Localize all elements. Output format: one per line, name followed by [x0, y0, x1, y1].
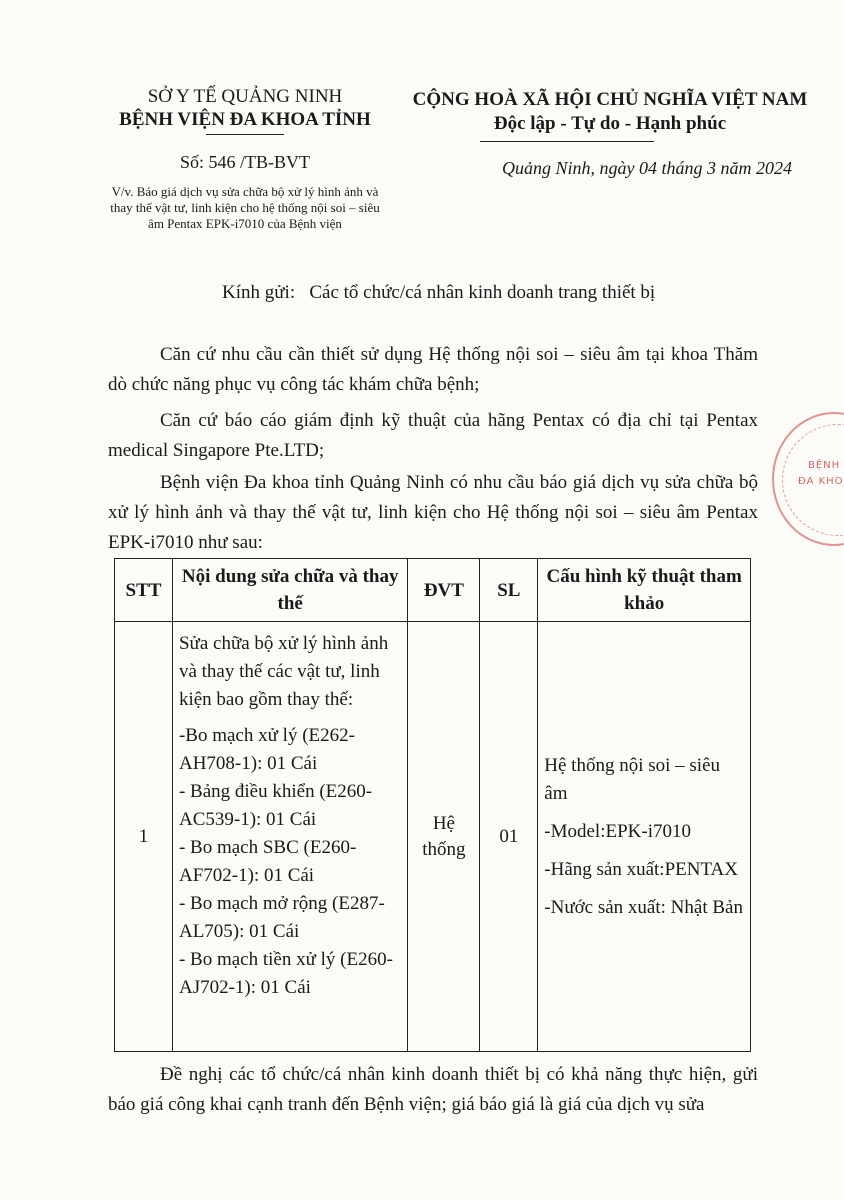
spec-item: Hệ thống nội soi – siêu âm: [544, 754, 721, 804]
header-stt: STT: [115, 559, 173, 622]
subject-line: V/v. Báo giá dịch vụ sửa chữa bộ xử lý hình ảnh và: [111, 184, 379, 199]
header-content: Nội dung sửa chữa và thay thế: [172, 559, 407, 622]
header-unit: ĐVT: [408, 559, 480, 622]
hospital-name: BỆNH VIỆN ĐA KHOA TỈNH: [119, 109, 371, 130]
stamp-text: BỆNH: [808, 460, 841, 471]
paragraph-text: Căn cứ báo cáo giám định kỹ thuật của hãng Pentax có địa chỉ tại Pentax medical Singapore Pte.LTD;: [108, 410, 758, 461]
document-subject: [90, 184, 400, 232]
content-item: - Bo mạch mở rộng (E287-AL705): 01 Cái: [178, 893, 385, 942]
row-content: [172, 622, 407, 1052]
paragraph-text: Đề nghị các tổ chức/cá nhân kinh doanh thiết bị có khả năng thực hiện, gửi báo giá công khai cạnh tranh đến Bệnh viện; giá báo giá là giá của dịch vụ sửa: [108, 1064, 758, 1115]
paragraph-2: [108, 406, 758, 466]
document-date: Quảng Ninh, ngày 04 tháng 3 năm 2024: [502, 158, 792, 178]
recipient-line: Kính gửi: Các tổ chức/cá nhân kinh doanh trang thiết bị: [222, 282, 656, 303]
country-name: CỘNG HOÀ XÃ HỘI CHỦ NGHĨA VIỆT NAM: [412, 89, 808, 110]
paragraph-text: Bệnh viện Đa khoa tỉnh Quảng Ninh có nhu cầu báo giá dịch vụ sửa chữa bộ xử lý hình ảnh và thay thế vật tư, linh kiện cho Hệ thống nội soi – siêu âm Pentax EPK-i7010 như sau:: [108, 472, 758, 553]
subject-line: âm Pentax EPK-i7010 của Bệnh viện: [148, 216, 342, 231]
stamp-inner-ring: [782, 424, 844, 536]
national-motto: Độc lập - Tự do - Hạnh phúc: [493, 113, 727, 134]
closing-paragraph: [108, 1060, 758, 1120]
motto-underline: [480, 141, 654, 142]
subject-line: thay thế vật tư, linh kiện cho hệ thống nội soi – siêu: [110, 200, 380, 215]
content-item: - Bo mạch SBC (E260-AF702-1): 01 Cái: [178, 837, 357, 886]
row-stt: 1: [115, 622, 173, 1052]
row-spec: [538, 622, 751, 1052]
row-qty: 01: [480, 622, 538, 1052]
document-number: Số: 546 /TB-BVT: [179, 152, 310, 172]
stamp-text: ĐA KHO: [798, 476, 844, 487]
paragraph-3: [108, 468, 758, 558]
spec-item: -Model:EPK-i7010: [544, 820, 691, 842]
content-intro: Sửa chữa bộ xử lý hình ảnh và thay thế các vật tư, linh kiện bao gồm thay thế:: [178, 633, 389, 710]
paragraph-text: Căn cứ nhu cầu cần thiết sử dụng Hệ thống nội soi – siêu âm tại khoa Thăm dò chức năng phục vụ công tác khám chữa bệnh;: [108, 344, 758, 395]
header-underline-left: [206, 134, 284, 135]
content-item: - Bo mạch tiền xử lý (E260-AJ702-1): 01 Cái: [178, 949, 393, 998]
header-spec: Cấu hình kỹ thuật tham khảo: [538, 559, 751, 622]
paragraph-1: [108, 340, 758, 400]
table-header-row: [115, 559, 751, 622]
table-row: [115, 622, 751, 1052]
department-name: SỞ Y TẾ QUẢNG NINH: [147, 86, 343, 107]
content-item: - Bảng điều khiển (E260-AC539-1): 01 Cái: [178, 781, 373, 830]
content-item: -Bo mạch xử lý (E262-AH708-1): 01 Cái: [178, 725, 355, 774]
spec-item: -Hãng sản xuất:PENTAX: [544, 858, 739, 880]
row-unit: Hệ thống: [408, 622, 480, 1052]
spec-item: -Nước sản xuất: Nhật Bản: [544, 896, 743, 918]
repair-table: [114, 558, 751, 1052]
header-qty: SL: [480, 559, 538, 622]
